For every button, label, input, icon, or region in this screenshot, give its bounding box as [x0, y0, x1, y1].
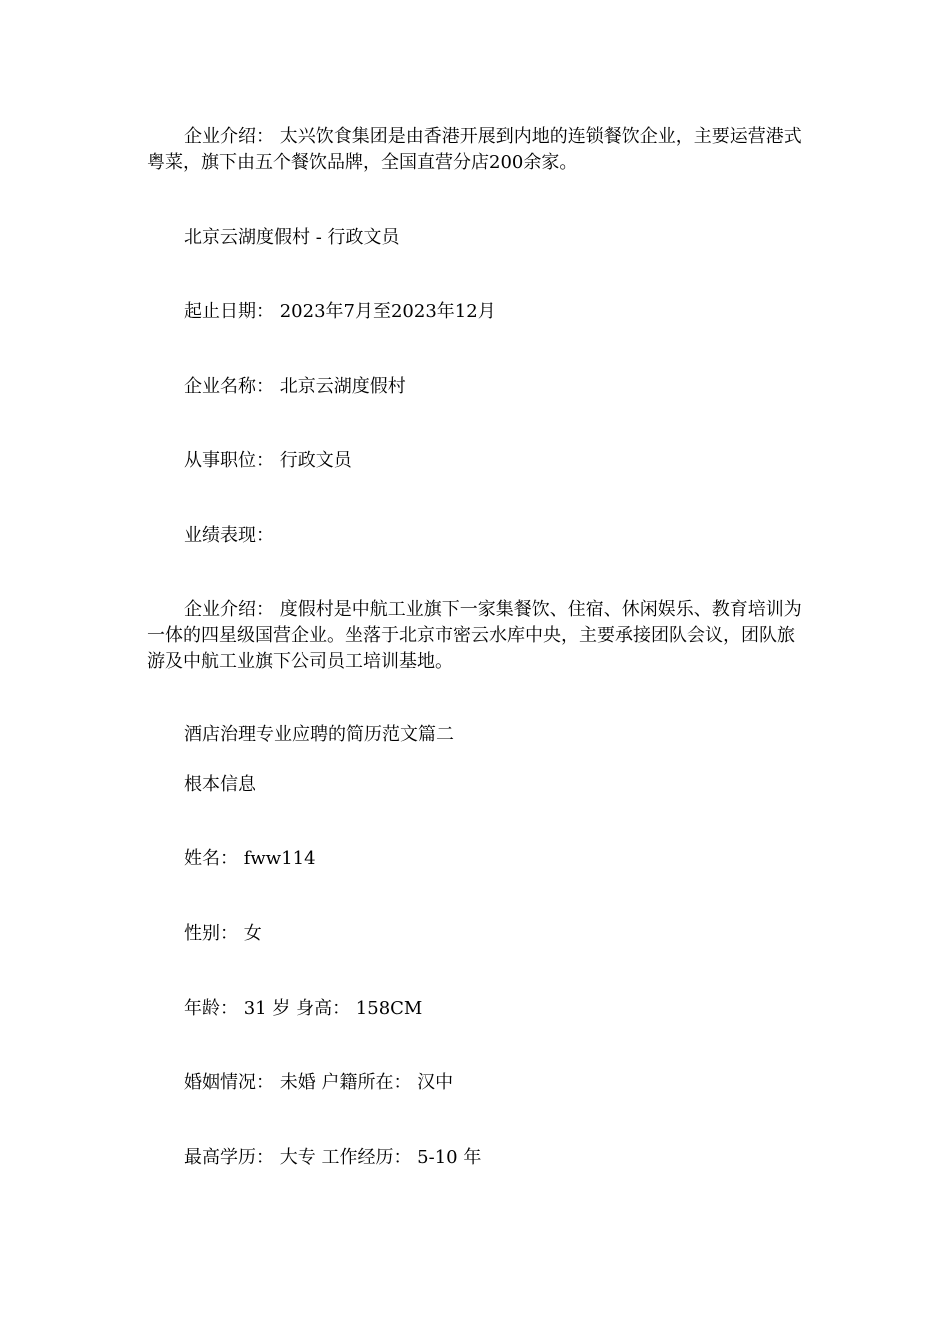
age-height-field: 年龄： 31 岁 身高： 158CM	[184, 998, 423, 1019]
company-name: 企业名称： 北京云湖度假村	[184, 376, 406, 397]
section-title: 酒店治理专业应聘的简历范文篇二	[184, 724, 454, 745]
date-range: 起止日期： 2023年7月至2023年12月	[184, 301, 496, 322]
gender-field: 性别： 女	[184, 923, 262, 944]
job-heading: 北京云湖度假村 - 行政文员	[184, 227, 400, 248]
performance-label: 业绩表现：	[184, 525, 274, 546]
name-field: 姓名： fww114	[184, 848, 316, 869]
company-intro-paragraph-1: 企业介绍： 太兴饮食集团是由香港开展到内地的连锁餐饮企业，主要运营港式粤菜，旗下由五个餐饮品牌，全国直营分店200余家。	[147, 126, 802, 173]
job-position: 从事职位： 行政文员	[184, 450, 352, 471]
education-experience-field: 最高学历： 大专 工作经历： 5-10 年	[184, 1147, 482, 1168]
company-intro-paragraph-2: 企业介绍： 度假村是中航工业旗下一家集餐饮、住宿、休闲娱乐、教育培训为一体的四星级国营企业。坐落于北京市密云水库中央，主要承接团队会议，团队旅游及中航工业旗下公司员工培训基地。	[147, 599, 802, 672]
basic-info-heading: 根本信息	[184, 774, 256, 795]
marital-hukou-field: 婚姻情况： 未婚 户籍所在： 汉中	[184, 1072, 454, 1093]
